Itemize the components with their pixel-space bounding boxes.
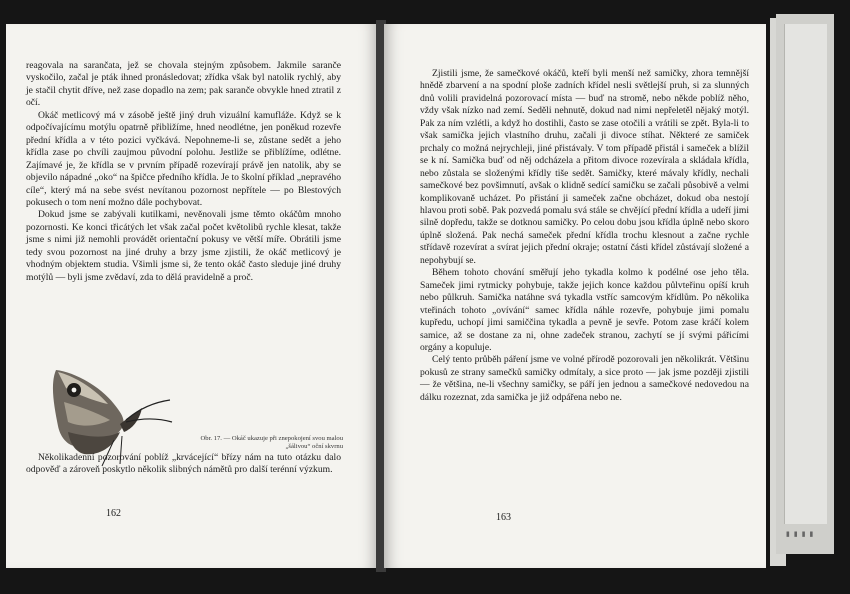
figure-caption: Obr. 17. — Okáč ukazuje při znepokojení svou malou „šálivou“ oční skvrnu [200, 435, 343, 450]
paragraph: Okáč metlicový má v zásobě ještě jiný druh vizuální kamufláže. Když se k odpočívajícímu motýlu opatrně přibližíme, hned neodlétne, jen poněkud rozevře přední křídla a v této pozici vyčkává. Nepohneme-li se, zůstane sedět a jeho křídla zase po chvíli zaujmou původní polohu. Jestliže se přiblížíme, odlétne. Zajímavé je, že křídla se v prvním případě rozevírají právě jen natolik, aby se objevilo nápadné „oko“ na špičce předního křídla. Je to školní příklad „nepravého cíle“, který má na sebe svést nevítanou pozornost nepřítele — po Blestových pokusech o tom není možno dále pochybovat. [26, 109, 341, 208]
left-page-text [26, 60, 341, 284]
bookmark-strip [776, 14, 834, 554]
paragraph: Několikadenní pozorování poblíž „krvácející“ břízy nám na tuto otázku dalo odpověď a zároveň poskytlo několik slibných námětů pro další terénní výzkum. [26, 452, 341, 476]
paragraph: Během tohoto chování směřují jeho tykadla kolmo k podélné ose jeho těla. Sameček jimi rytmicky pohybuje, takže jejich konce každou půlvteřinu opíší kruh nebo půlkruh. Samička natáhne svá tykadla vstříc samcovým křídlům. Po několika vteřinách tohoto „ovívání“ samec křídla náhle rozevře, pohybuje jimi pomalu kupředu, uchopí jimi samiččina tykadla a pevně je sevře. Potom zase kráčí kolem samice, až se dostane za ni, ohne zadeček stranou, zachytí se jí svými pářicími orgány a kopuluje. [420, 267, 749, 353]
bookmark-marks: ▮▮▮▮ [786, 530, 818, 538]
left-page [6, 24, 378, 568]
paragraph: Dokud jsme se zabývali kutilkami, nevěnovali jsme těmto okáčům mnoho pozornosti. Ke konci třicátých let však začal počet květolibů rychle klesat, takže jsme s nimi již nemohli provádět orientační pokusy ve větší míře. Obrátili jsme tedy svou pozornost na jiné druhy a brzy jsme zjistili, že okáč metlicový je vhodným objektem studia. Všimli jsme si, že tento okáč často sleduje jiné druhy motýlů — byli jsme zvědaví, zda to dělá pravidelně a proč. [26, 209, 341, 283]
paragraph: reagovala na sarančata, jež se chovala stejným způsobem. Jakmile saranče vyskočilo, začal je pták ihned pronásledovat; zřídka však byl natolik rychlý, aby je stačil chytit dříve, než zase dopadlo na zem; pak saranče obvykle hned ztratil z očí. [26, 60, 341, 109]
paragraph: Zjistili jsme, že samečkové okáčů, kteří byli menší než samičky, zhora temnější hnědě zbarvení a na spodní ploše zadních křídel nesli světlejší pruh, si za slunných dnů volili pravidelná pozorovací místa — buď na stromě, nebo někde poblíž něho, vždy však nízko nad zemí. Seděli nehnutě, dokud nad nimi nepřeletěl nějaký motýl. Pak za ním vzlétli, a když ho dostihli, často se zase otočili a vrátili se zpět. Byla-li to však samička jejich vlastního druhu, začali ji divoce stíhat. Některé ze samiček prchaly co možná nejrychleji, jiné přistávaly. V tom případě přistál i sameček a blížil se k ní. Samička buď od něj odcházela a přitom divoce rozevírala a skládala křídla, nebo zůstala se složenými křídly tiše sedět. Samičky, které mávaly křídly, nechali samečkové bez povšimnutí, avšak o klidně sedící samičku se začali působivě a velmi komplikovaně ucházet. Po přistání ji sameček začne obcházet, dokud oba nestojí hlavou proti sobě. Pak pozvedá pomalu svá stále se chvějící přední křídla a udeří jimi silně dopředu, takže se dotknou samičky. Po celou dobu jsou křídla úplně nebo skoro úplně složená. Pak nechá sameček přední křídla trochu klesnout a začne rychle střídavě rozevírat a svírat jejich přední okraje; ostatní části křídel zůstávají složené a nepohybují se. [420, 68, 749, 266]
right-page [384, 24, 766, 568]
left-page-lower-text [26, 452, 341, 477]
bookmark-inner [784, 24, 827, 524]
page-number-left: 162 [106, 508, 121, 519]
right-page-text [420, 68, 749, 404]
page-number-right: 163 [496, 512, 511, 523]
paragraph: Celý tento průběh páření jsme ve volné přírodě pozorovali jen několikrát. Většinu pokusů ze strany samečků samičky odmítaly, a sice proto — jak jsme později zjistili — že většina, ne-li všechny samičky, se páří jen jednou a samečkové nedovedou na dálku rozeznat, zda samička je již odpářena nebo ne. [420, 354, 749, 403]
